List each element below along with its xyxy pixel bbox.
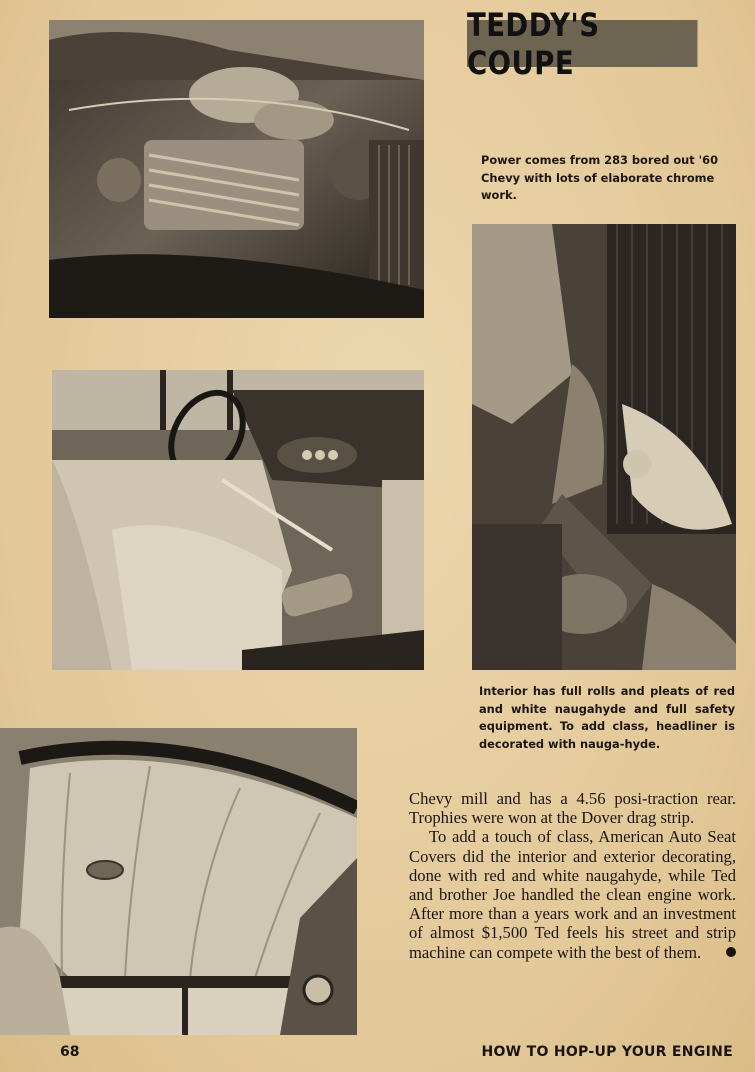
body-paragraph: Chevy mill and has a 4.56 posi-traction rear. Trophies were won at the Dover drag strip. bbox=[409, 789, 736, 828]
engine-detail-photo bbox=[472, 224, 736, 670]
body-paragraph: To add a touch of class, American Auto Seat Covers did the interior and exterior decorating, done with red and white naugahyde, while Ted and brother Joe handled the clean engine work. After more than a years work and an investment of almost $1,500 Ted feels his street and strip machine can compete with the best of them. bbox=[409, 827, 736, 962]
article-title: TEDDY'S COUPE bbox=[467, 20, 697, 67]
interior-photo bbox=[52, 370, 424, 670]
interior-caption: Interior has full rolls and pleats of red and white naugahyde and full safety equipment. To add class, headliner is decorated with nauga-hyde. bbox=[479, 684, 735, 751]
engine-photo bbox=[49, 20, 424, 318]
page-number: 68 bbox=[60, 1044, 80, 1060]
end-of-article-bullet-icon bbox=[726, 947, 736, 957]
magazine-title: HOW TO HOP-UP YOUR ENGINE bbox=[481, 1044, 733, 1060]
article-body bbox=[409, 789, 736, 962]
headliner-photo bbox=[0, 728, 357, 1035]
engine-caption: Power comes from 283 bored out '60 Chevy with lots of elaborate chrome work. bbox=[481, 153, 719, 202]
